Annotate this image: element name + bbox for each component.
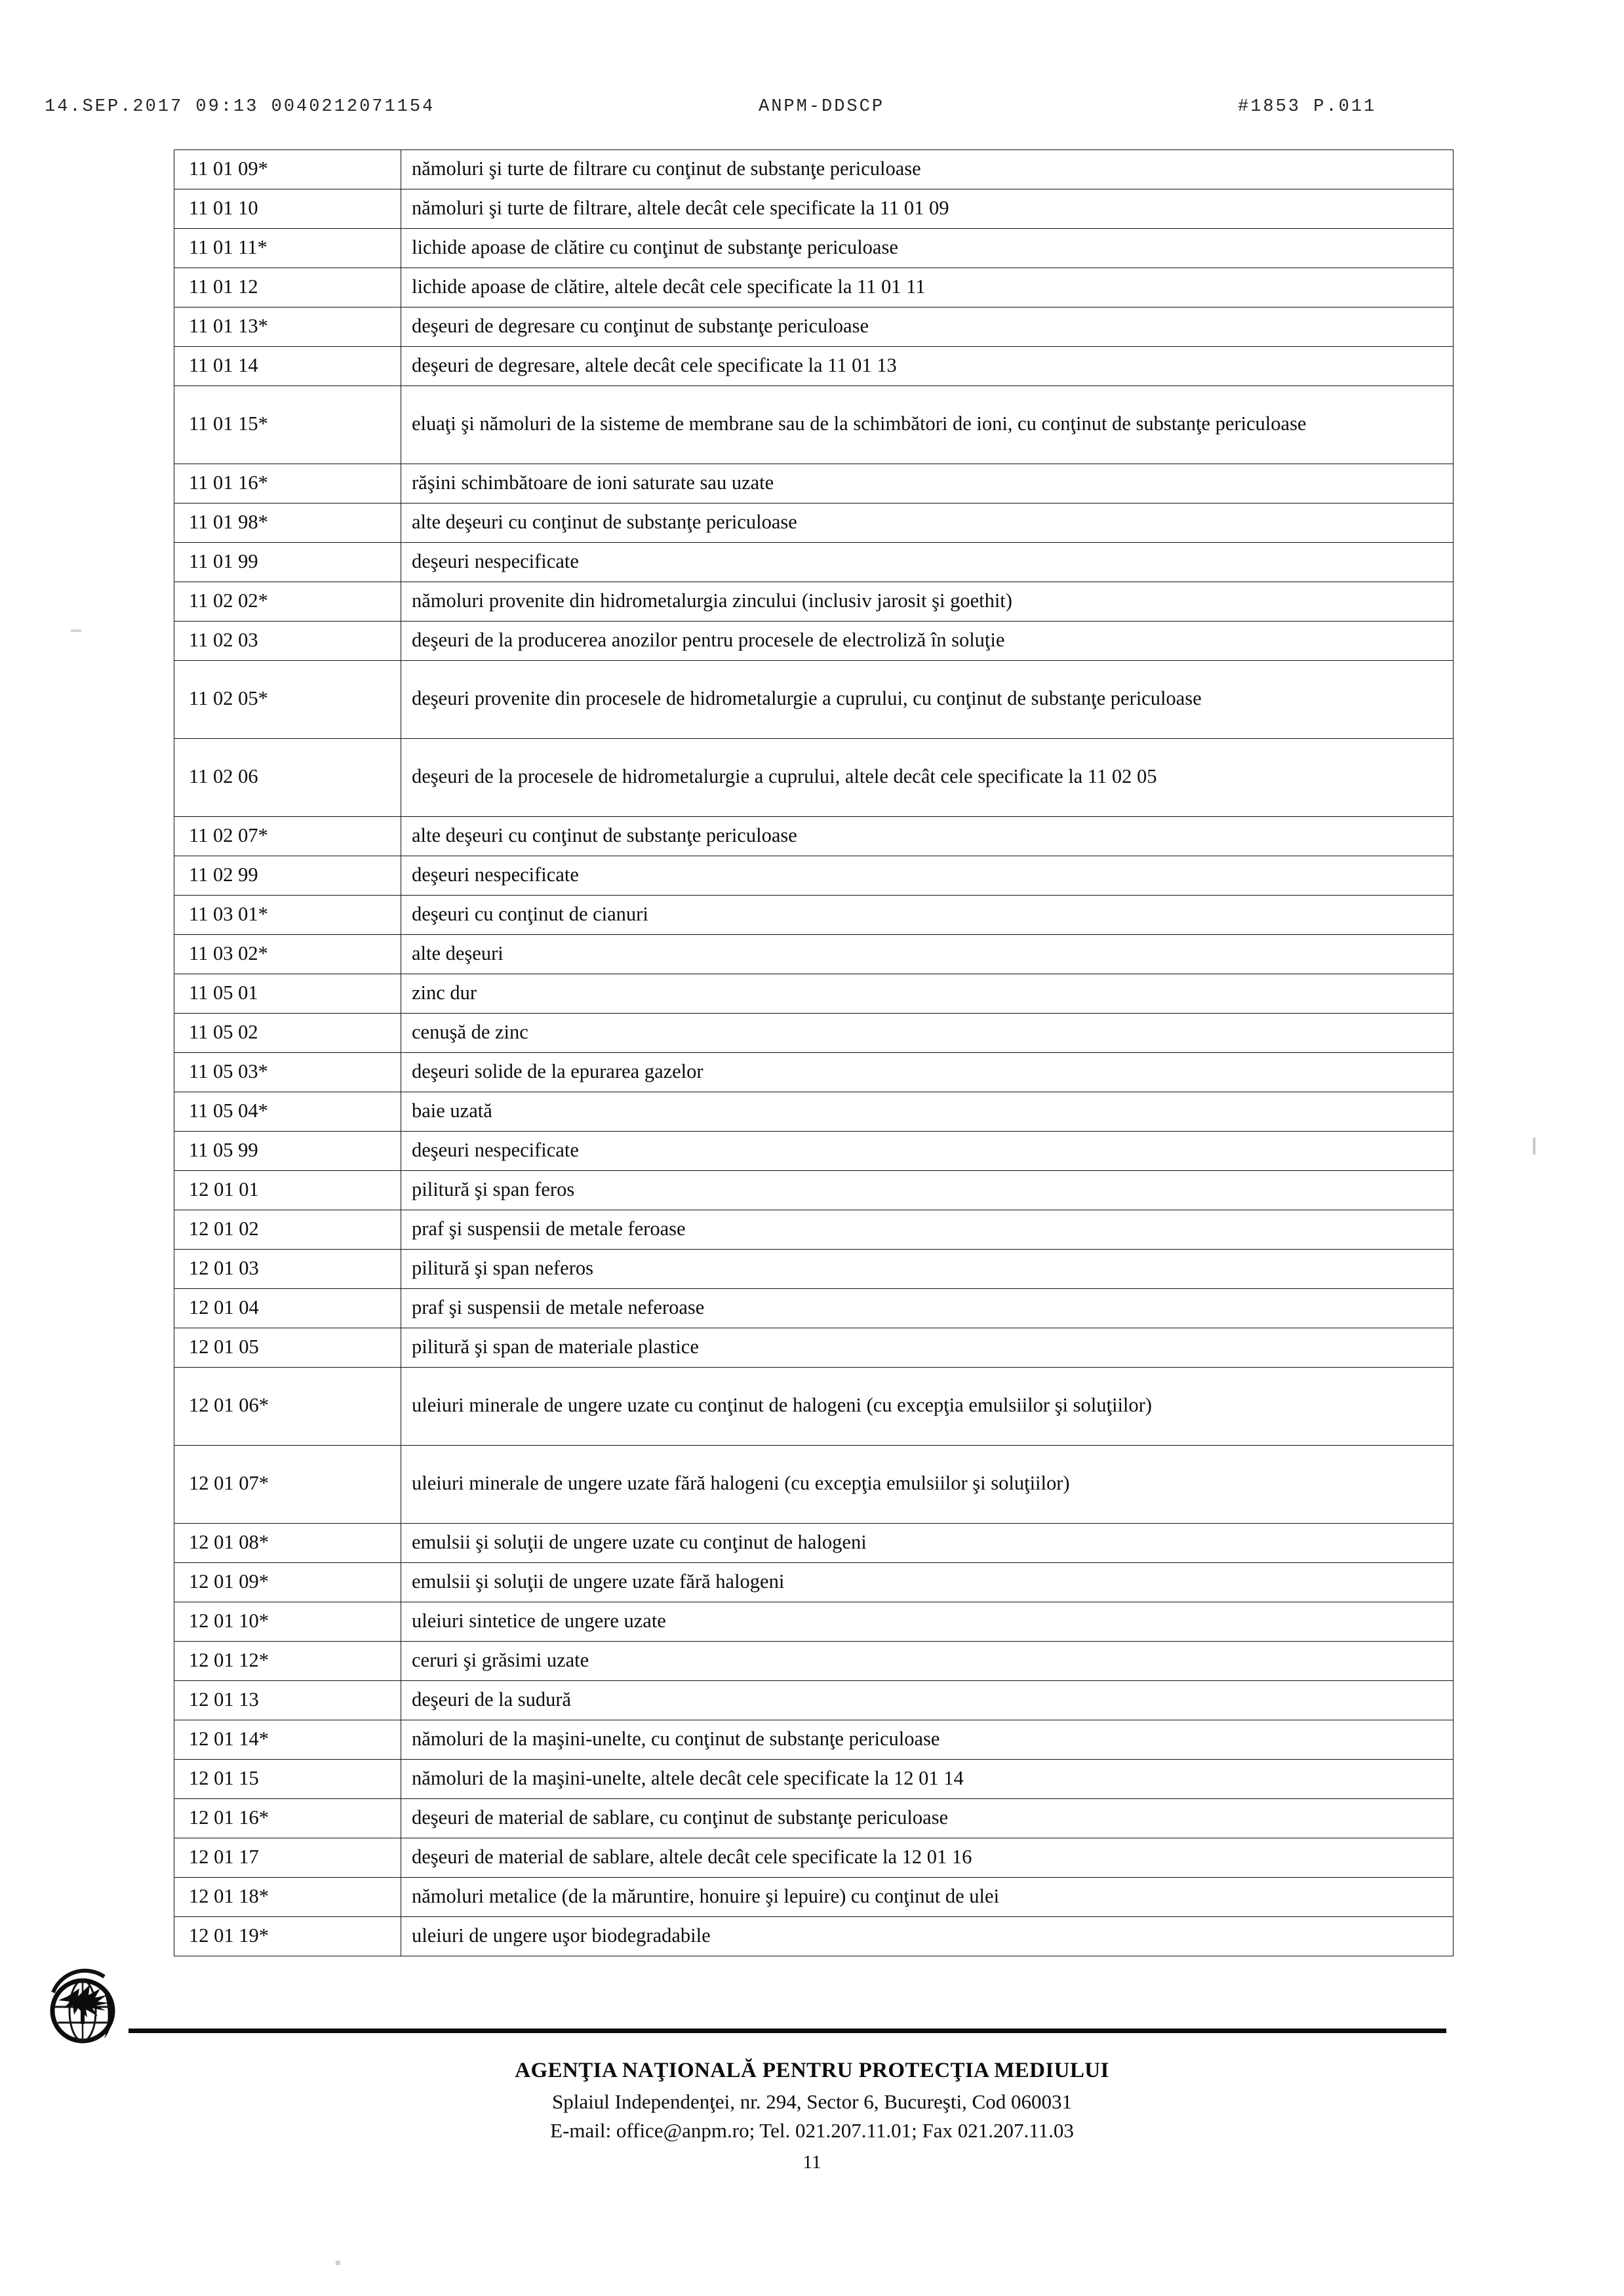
table-row [174,1092,1454,1132]
waste-code-cell: 11 01 99 [174,543,401,582]
waste-code-cell: 11 05 03* [174,1053,401,1092]
waste-code-cell: 12 01 07* [174,1446,401,1524]
waste-description-cell: deşeuri de la procesele de hidrometalurgie a cuprului, altele decât cele specificate la 11 02 05 [401,739,1454,817]
fax-header-page-marker: #1853 P.011 [1238,97,1377,117]
waste-code-cell: 11 01 10 [174,189,401,229]
waste-code-cell: 12 01 04 [174,1289,401,1328]
waste-description-cell: deşeuri de material de sablare, cu conţinut de substanţe periculoase [401,1799,1454,1838]
waste-description-cell: deşeuri cu conţinut de cianuri [401,896,1454,935]
table-row [174,1053,1454,1092]
waste-code-cell: 12 01 17 [174,1838,401,1878]
table-row [174,1446,1454,1524]
fax-transmission-header [0,97,1624,126]
waste-description-cell: deşeuri provenite din procesele de hidrometalurgie a cuprului, cu conţinut de substanţe periculoase [401,661,1454,739]
waste-code-cell: 11 01 09* [174,150,401,189]
table-row [174,229,1454,268]
table-row [174,543,1454,582]
waste-description-cell: deşeuri de la producerea anozilor pentru procesele de electroliză în soluţie [401,622,1454,661]
table-row [174,817,1454,856]
table-row [174,896,1454,935]
waste-code-cell: 11 05 99 [174,1132,401,1171]
fax-header-sender-id: ANPM-DDSCP [759,97,885,117]
waste-description-cell: baie uzată [401,1092,1454,1132]
waste-code-cell: 11 02 03 [174,622,401,661]
table-row [174,1642,1454,1681]
waste-code-cell: 12 01 13 [174,1681,401,1720]
footer-contact-line: E-mail: office@anpm.ro; Tel. 021.207.11.01; Fax 021.207.11.03 [550,2119,1074,2142]
waste-code-cell: 12 01 14* [174,1720,401,1760]
waste-code-cell: 12 01 16* [174,1799,401,1838]
table-row [174,739,1454,817]
waste-description-cell: deşeuri nespecificate [401,543,1454,582]
waste-code-cell: 11 02 07* [174,817,401,856]
waste-code-cell: 11 01 13* [174,307,401,347]
waste-description-cell: praf şi suspensii de metale neferoase [401,1289,1454,1328]
waste-description-cell: pilitură şi span neferos [401,1250,1454,1289]
waste-description-cell: deşeuri de la sudură [401,1681,1454,1720]
waste-description-cell: ceruri şi grăsimi uzate [401,1642,1454,1681]
waste-code-cell: 11 01 12 [174,268,401,307]
table-row [174,150,1454,189]
table-row [174,464,1454,504]
waste-description-cell: nămoluri şi turte de filtrare, altele decât cele specificate la 11 01 09 [401,189,1454,229]
scan-artifact-speck [71,629,81,632]
table-row [174,1799,1454,1838]
waste-code-cell: 11 02 06 [174,739,401,817]
table-row [174,974,1454,1014]
table-row [174,347,1454,386]
waste-description-cell: răşini schimbătoare de ioni saturate sau uzate [401,464,1454,504]
waste-description-cell: pilitură şi span feros [401,1171,1454,1210]
table-row [174,661,1454,739]
table-row [174,268,1454,307]
table-row [174,1838,1454,1878]
table-row [174,189,1454,229]
table-row [174,1524,1454,1563]
table-row [174,1602,1454,1642]
waste-code-cell: 11 02 99 [174,856,401,896]
waste-description-cell: emulsii şi soluţii de ungere uzate cu conţinut de halogeni [401,1524,1454,1563]
waste-description-cell: nămoluri metalice (de la măruntire, honuire şi lepuire) cu conţinut de ulei [401,1878,1454,1917]
table-row [174,1250,1454,1289]
waste-code-cell: 12 01 03 [174,1250,401,1289]
scan-artifact-speck [1533,1138,1535,1155]
waste-description-cell: uleiuri de ungere uşor biodegradabile [401,1917,1454,1956]
table-row [174,1171,1454,1210]
waste-description-cell: deşeuri solide de la epurarea gazelor [401,1053,1454,1092]
waste-description-cell: uleiuri sintetice de ungere uzate [401,1602,1454,1642]
waste-code-cell: 11 05 04* [174,1092,401,1132]
waste-code-cell: 12 01 09* [174,1563,401,1602]
waste-code-cell: 11 05 02 [174,1014,401,1053]
anpm-emblem-seal [41,1962,129,2050]
waste-description-cell: emulsii şi soluţii de ungere uzate fără halogeni [401,1563,1454,1602]
waste-code-cell: 12 01 10* [174,1602,401,1642]
waste-description-cell: alte deşeuri cu conţinut de substanţe periculoase [401,504,1454,543]
waste-code-cell: 12 01 19* [174,1917,401,1956]
waste-description-cell: deşeuri nespecificate [401,856,1454,896]
table-row [174,504,1454,543]
waste-description-cell: cenuşă de zinc [401,1014,1454,1053]
waste-description-cell: alte deşeuri cu conţinut de substanţe periculoase [401,817,1454,856]
table-row [174,1210,1454,1250]
waste-code-cell: 12 01 08* [174,1524,401,1563]
waste-code-cell: 11 01 14 [174,347,401,386]
waste-code-table [174,149,1454,1956]
footer-address: Splaiul Independenţei, nr. 294, Sector 6, Bucureşti, Cod 060031 [552,2090,1072,2113]
waste-code-cell: 11 01 98* [174,504,401,543]
waste-code-cell: 12 01 18* [174,1878,401,1917]
waste-description-cell: praf şi suspensii de metale feroase [401,1210,1454,1250]
table-row [174,1014,1454,1053]
table-row [174,1563,1454,1602]
waste-description-cell: uleiuri minerale de ungere uzate fără halogeni (cu excepţia emulsiilor şi soluţiilor) [401,1446,1454,1524]
footer-divider-rule [129,2029,1446,2033]
scan-artifact-speck [336,2261,340,2265]
waste-code-cell: 11 01 11* [174,229,401,268]
waste-code-table-body [174,150,1454,1956]
footer-organization-name: AGENŢIA NAŢIONALĂ PENTRU PROTECŢIA MEDIULUI [515,2059,1109,2082]
waste-code-cell: 11 01 15* [174,386,401,464]
waste-description-cell: deşeuri de material de sablare, altele decât cele specificate la 12 01 16 [401,1838,1454,1878]
waste-description-cell: nămoluri provenite din hidrometalurgia zincului (inclusiv jarosit şi goethit) [401,582,1454,622]
table-row [174,1681,1454,1720]
waste-code-cell: 12 01 06* [174,1368,401,1446]
table-row [174,856,1454,896]
waste-code-cell: 11 02 02* [174,582,401,622]
waste-code-cell: 12 01 02 [174,1210,401,1250]
table-row [174,1760,1454,1799]
table-row [174,1289,1454,1328]
waste-code-cell: 11 01 16* [174,464,401,504]
waste-code-cell: 12 01 05 [174,1328,401,1368]
globe-tree-emblem-icon [41,1962,129,2050]
table-row [174,622,1454,661]
table-row [174,1878,1454,1917]
waste-description-cell: deşeuri de degresare cu conţinut de substanţe periculoase [401,307,1454,347]
waste-description-cell: nămoluri de la maşini-unelte, altele decât cele specificate la 12 01 14 [401,1760,1454,1799]
table-row [174,1917,1454,1956]
waste-description-cell: nămoluri de la maşini-unelte, cu conţinut de substanţe periculoase [401,1720,1454,1760]
waste-description-cell: eluaţi şi nămoluri de la sisteme de membrane sau de la schimbători de ioni, cu conţinut de substanţe periculoase [401,386,1454,464]
waste-description-cell: pilitură şi span de materiale plastice [401,1328,1454,1368]
waste-description-cell: deşeuri de degresare, altele decât cele specificate la 11 01 13 [401,347,1454,386]
table-row [174,1132,1454,1171]
table-row [174,307,1454,347]
fax-header-datetime-sender: 14.SEP.2017 09:13 0040212071154 [45,97,435,117]
waste-code-cell: 11 03 02* [174,935,401,974]
waste-code-cell: 11 02 05* [174,661,401,739]
table-row [174,386,1454,464]
waste-description-cell: alte deşeuri [401,935,1454,974]
table-row [174,935,1454,974]
footer-page-number: 11 [802,2152,822,2173]
waste-description-cell: uleiuri minerale de ungere uzate cu conţinut de halogeni (cu excepţia emulsiilor şi soluţiilor) [401,1368,1454,1446]
waste-description-cell: deşeuri nespecificate [401,1132,1454,1171]
waste-code-cell: 12 01 01 [174,1171,401,1210]
table-row [174,582,1454,622]
waste-description-cell: zinc dur [401,974,1454,1014]
table-row [174,1368,1454,1446]
waste-code-cell: 12 01 12* [174,1642,401,1681]
table-row [174,1720,1454,1760]
waste-description-cell: nămoluri şi turte de filtrare cu conţinut de substanţe periculoase [401,150,1454,189]
waste-description-cell: lichide apoase de clătire, altele decât cele specificate la 11 01 11 [401,268,1454,307]
waste-code-cell: 12 01 15 [174,1760,401,1799]
waste-code-cell: 11 03 01* [174,896,401,935]
table-row [174,1328,1454,1368]
waste-description-cell: lichide apoase de clătire cu conţinut de substanţe periculoase [401,229,1454,268]
waste-code-cell: 11 05 01 [174,974,401,1014]
document-footer [0,2059,1624,2173]
